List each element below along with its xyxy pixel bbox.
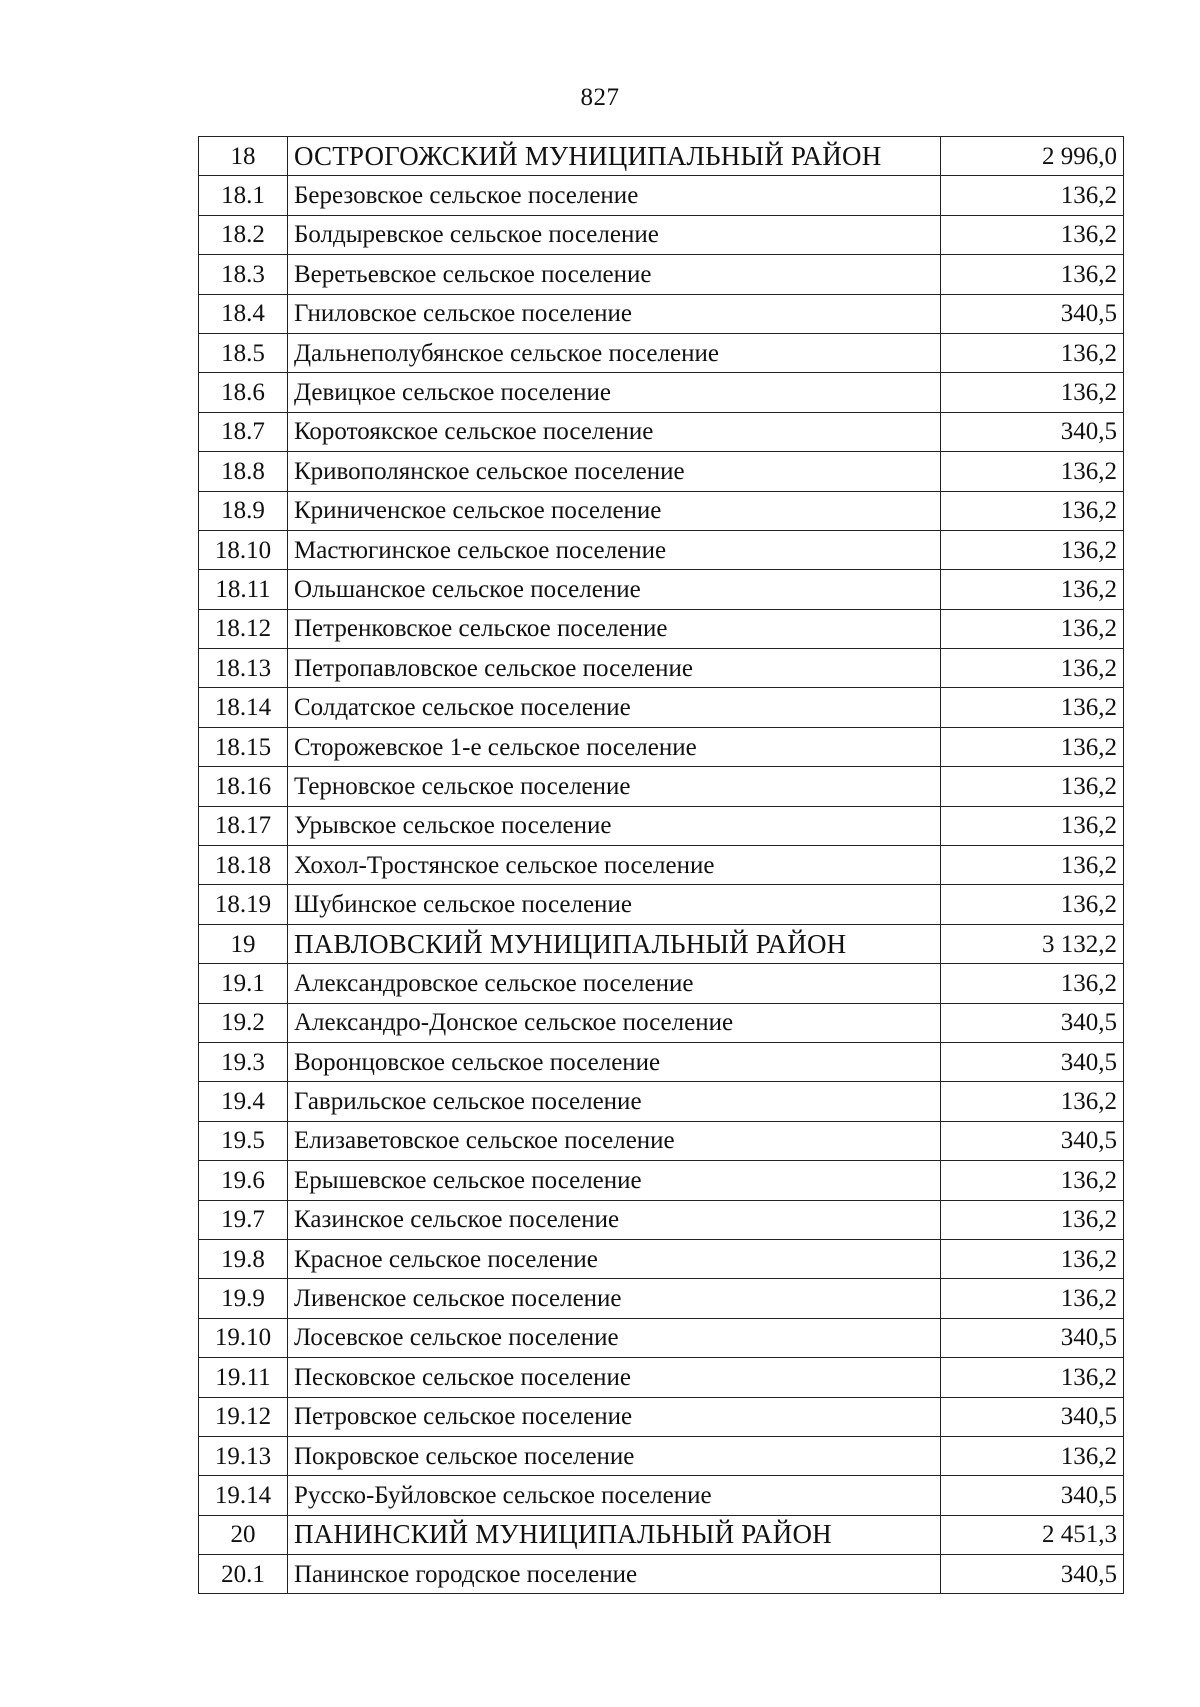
row-number-cell: 18.9 — [199, 491, 288, 530]
amount-cell: 136,2 — [941, 452, 1124, 491]
settlement-name-cell: Шубинское сельское поселение — [288, 885, 941, 924]
row-number-cell: 19.10 — [199, 1318, 288, 1357]
amount-cell: 136,2 — [941, 688, 1124, 727]
row-number-cell: 18.8 — [199, 452, 288, 491]
amount-cell: 136,2 — [941, 806, 1124, 845]
amount-cell: 136,2 — [941, 176, 1124, 215]
settlement-row — [199, 570, 1124, 609]
settlement-name-cell: Петровское сельское поселение — [288, 1397, 941, 1436]
row-number-cell: 18.12 — [199, 609, 288, 648]
settlement-name-cell: Панинское городское поселение — [288, 1555, 941, 1594]
row-number-cell: 18.10 — [199, 530, 288, 569]
settlement-row — [199, 1436, 1124, 1475]
row-number-cell: 19.1 — [199, 964, 288, 1003]
settlement-name-cell: Девицкое сельское поселение — [288, 373, 941, 412]
district-row — [199, 137, 1124, 176]
settlement-name-cell: Коротоякское сельское поселение — [288, 412, 941, 451]
settlement-row — [199, 1239, 1124, 1278]
row-number-cell: 18.3 — [199, 255, 288, 294]
district-name-cell: ОСТРОГОЖСКИЙ МУНИЦИПАЛЬНЫЙ РАЙОН — [288, 137, 941, 176]
row-number-cell: 18.2 — [199, 215, 288, 254]
amount-cell: 136,2 — [941, 727, 1124, 766]
row-number-cell: 18.5 — [199, 333, 288, 372]
row-number-cell: 18.18 — [199, 846, 288, 885]
row-number-cell: 19.2 — [199, 1003, 288, 1042]
settlement-name-cell: Березовское сельское поселение — [288, 176, 941, 215]
settlement-name-cell: Александровское сельское поселение — [288, 964, 941, 1003]
settlement-row — [199, 1003, 1124, 1042]
allocation-table-body — [199, 137, 1124, 1594]
row-number-cell: 18.17 — [199, 806, 288, 845]
amount-cell: 136,2 — [941, 333, 1124, 372]
amount-cell: 136,2 — [941, 570, 1124, 609]
row-number-cell: 19.6 — [199, 1161, 288, 1200]
row-number-cell: 18.13 — [199, 649, 288, 688]
amount-cell: 136,2 — [941, 255, 1124, 294]
amount-cell: 3 132,2 — [941, 924, 1124, 963]
amount-cell: 136,2 — [941, 1358, 1124, 1397]
settlement-name-cell: Лосевское сельское поселение — [288, 1318, 941, 1357]
settlement-name-cell: Хохол-Тростянское сельское поселение — [288, 846, 941, 885]
settlement-name-cell: Петренковское сельское поселение — [288, 609, 941, 648]
settlement-row — [199, 806, 1124, 845]
settlement-name-cell: Урывское сельское поселение — [288, 806, 941, 845]
row-number-cell: 18.1 — [199, 176, 288, 215]
settlement-row — [199, 1476, 1124, 1515]
row-number-cell: 19.11 — [199, 1358, 288, 1397]
amount-cell: 136,2 — [941, 767, 1124, 806]
settlement-row — [199, 176, 1124, 215]
settlement-name-cell: Солдатское сельское поселение — [288, 688, 941, 727]
row-number-cell: 19.4 — [199, 1082, 288, 1121]
amount-cell: 340,5 — [941, 1121, 1124, 1160]
settlement-name-cell: Казинское сельское поселение — [288, 1200, 941, 1239]
settlement-row — [199, 885, 1124, 924]
district-row — [199, 924, 1124, 963]
settlement-row — [199, 1161, 1124, 1200]
row-number-cell: 20.1 — [199, 1555, 288, 1594]
settlement-name-cell: Покровское сельское поселение — [288, 1436, 941, 1475]
settlement-name-cell: Песковское сельское поселение — [288, 1358, 941, 1397]
settlement-name-cell: Кривополянское сельское поселение — [288, 452, 941, 491]
settlement-row — [199, 491, 1124, 530]
row-number-cell: 19.14 — [199, 1476, 288, 1515]
amount-cell: 136,2 — [941, 1161, 1124, 1200]
row-number-cell: 18.16 — [199, 767, 288, 806]
amount-cell: 136,2 — [941, 1279, 1124, 1318]
settlement-name-cell: Петропавловское сельское поселение — [288, 649, 941, 688]
settlement-row — [199, 1042, 1124, 1081]
settlement-name-cell: Воронцовское сельское поселение — [288, 1042, 941, 1081]
settlement-row — [199, 964, 1124, 1003]
row-number-cell: 18.14 — [199, 688, 288, 727]
settlement-name-cell: Веретьевское сельское поселение — [288, 255, 941, 294]
page-number: 827 — [580, 84, 620, 111]
row-number-cell: 18.19 — [199, 885, 288, 924]
settlement-name-cell: Гниловское сельское поселение — [288, 294, 941, 333]
amount-cell: 340,5 — [941, 1555, 1124, 1594]
settlement-name-cell: Болдыревское сельское поселение — [288, 215, 941, 254]
settlement-row — [199, 688, 1124, 727]
amount-cell: 136,2 — [941, 1239, 1124, 1278]
settlement-name-cell: Мастюгинское сельское поселение — [288, 530, 941, 569]
settlement-name-cell: Русско-Буйловское сельское поселение — [288, 1476, 941, 1515]
row-number-cell: 18.11 — [199, 570, 288, 609]
settlement-row — [199, 1318, 1124, 1357]
amount-cell: 136,2 — [941, 1200, 1124, 1239]
amount-cell: 340,5 — [941, 1318, 1124, 1357]
row-number-cell: 18 — [199, 137, 288, 176]
amount-cell: 340,5 — [941, 1042, 1124, 1081]
amount-cell: 340,5 — [941, 1003, 1124, 1042]
amount-cell: 136,2 — [941, 1436, 1124, 1475]
settlement-name-cell: Криниченское сельское поселение — [288, 491, 941, 530]
row-number-cell: 19.8 — [199, 1239, 288, 1278]
district-row — [199, 1515, 1124, 1554]
row-number-cell: 19.13 — [199, 1436, 288, 1475]
settlement-name-cell: Сторожевское 1-е сельское поселение — [288, 727, 941, 766]
amount-cell: 136,2 — [941, 373, 1124, 412]
row-number-cell: 19 — [199, 924, 288, 963]
row-number-cell: 18.15 — [199, 727, 288, 766]
amount-cell: 2 996,0 — [941, 137, 1124, 176]
settlement-name-cell: Дальнеполубянское сельское поселение — [288, 333, 941, 372]
settlement-name-cell: Елизаветовское сельское поселение — [288, 1121, 941, 1160]
settlement-row — [199, 846, 1124, 885]
district-name-cell: ПАНИНСКИЙ МУНИЦИПАЛЬНЫЙ РАЙОН — [288, 1515, 941, 1554]
settlement-row — [199, 649, 1124, 688]
amount-cell: 340,5 — [941, 294, 1124, 333]
settlement-row — [199, 1397, 1124, 1436]
row-number-cell: 18.6 — [199, 373, 288, 412]
settlement-name-cell: Александро-Донское сельское поселение — [288, 1003, 941, 1042]
settlement-row — [199, 767, 1124, 806]
settlement-row — [199, 333, 1124, 372]
settlement-row — [199, 1121, 1124, 1160]
amount-cell: 2 451,3 — [941, 1515, 1124, 1554]
settlement-row — [199, 1279, 1124, 1318]
settlement-name-cell: Ерышевское сельское поселение — [288, 1161, 941, 1200]
row-number-cell: 19.12 — [199, 1397, 288, 1436]
settlement-name-cell: Ливенское сельское поселение — [288, 1279, 941, 1318]
settlement-name-cell: Ольшанское сельское поселение — [288, 570, 941, 609]
amount-cell: 340,5 — [941, 1397, 1124, 1436]
amount-cell: 340,5 — [941, 1476, 1124, 1515]
amount-cell: 136,2 — [941, 964, 1124, 1003]
settlement-row — [199, 727, 1124, 766]
settlement-row — [199, 215, 1124, 254]
settlement-row — [199, 255, 1124, 294]
district-name-cell: ПАВЛОВСКИЙ МУНИЦИПАЛЬНЫЙ РАЙОН — [288, 924, 941, 963]
amount-cell: 340,5 — [941, 412, 1124, 451]
settlement-row — [199, 412, 1124, 451]
settlement-row — [199, 373, 1124, 412]
row-number-cell: 18.7 — [199, 412, 288, 451]
settlement-name-cell: Гаврильское сельское поселение — [288, 1082, 941, 1121]
settlement-row — [199, 1200, 1124, 1239]
amount-cell: 136,2 — [941, 215, 1124, 254]
settlement-row — [199, 1358, 1124, 1397]
allocation-table — [198, 136, 1124, 1594]
amount-cell: 136,2 — [941, 491, 1124, 530]
row-number-cell: 19.9 — [199, 1279, 288, 1318]
settlement-row — [199, 1082, 1124, 1121]
settlement-row — [199, 530, 1124, 569]
amount-cell: 136,2 — [941, 530, 1124, 569]
amount-cell: 136,2 — [941, 1082, 1124, 1121]
settlement-name-cell: Красное сельское поселение — [288, 1239, 941, 1278]
settlement-name-cell: Терновское сельское поселение — [288, 767, 941, 806]
amount-cell: 136,2 — [941, 609, 1124, 648]
settlement-row — [199, 1555, 1124, 1594]
amount-cell: 136,2 — [941, 649, 1124, 688]
settlement-row — [199, 452, 1124, 491]
amount-cell: 136,2 — [941, 846, 1124, 885]
row-number-cell: 20 — [199, 1515, 288, 1554]
settlement-row — [199, 609, 1124, 648]
settlement-row — [199, 294, 1124, 333]
row-number-cell: 19.7 — [199, 1200, 288, 1239]
row-number-cell: 19.3 — [199, 1042, 288, 1081]
amount-cell: 136,2 — [941, 885, 1124, 924]
row-number-cell: 18.4 — [199, 294, 288, 333]
row-number-cell: 19.5 — [199, 1121, 288, 1160]
